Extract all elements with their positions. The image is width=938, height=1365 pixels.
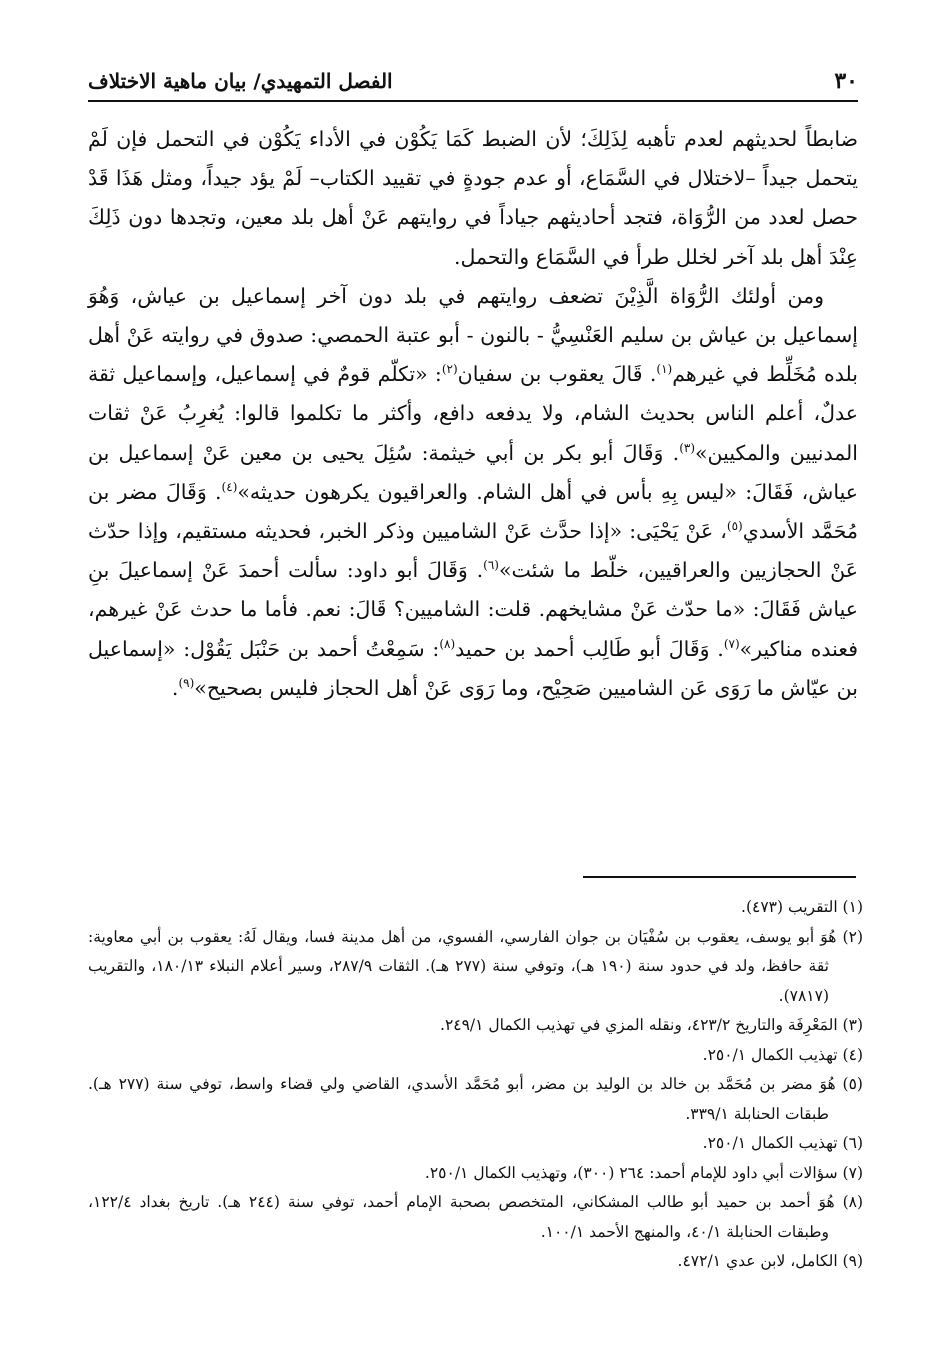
footnote-ref-9: (٩) bbox=[178, 676, 195, 691]
footnote-5: (٥) هُوَ مضر بن مُحَمَّد بن خالد بن الوليد بن مضر، أبو مُحَمَّد الأسدي، القاضي ولي قضاء واسط، توفي سنة (٢٧٧ هـ). طبقات الحنابلة ٣٣٩/١. bbox=[88, 1075, 863, 1123]
page-number: ٣٠ bbox=[834, 68, 858, 94]
text-segment: : سَمِعْتُ أحمد بن حَنْبَل يَقُوْل: «إسماعيل بن عيّاش ما رَوَى عَن الشاميين صَحِيْح، وما رَوَى عَنْ أهل الحجاز فليس بصحيح» bbox=[88, 636, 858, 700]
footnote-7: (٧) سؤالات أبي داود للإمام أحمد: ٢٦٤ (٣٠٠)، وتهذيب الكمال ٢٥٠/١. bbox=[424, 1163, 863, 1182]
running-title: الفصل التمهيدي/ بيان ماهية الاختلاف bbox=[88, 69, 393, 93]
footnote-ref-8: (٨) bbox=[439, 636, 456, 651]
page-header bbox=[88, 66, 858, 102]
footnote-6: (٦) تهذيب الكمال ٢٥٠/١. bbox=[702, 1134, 863, 1152]
footnote-ref-3: (٣) bbox=[679, 440, 696, 455]
text-segment: . bbox=[171, 675, 179, 700]
footnote-ref-5: (٥) bbox=[726, 519, 743, 534]
footnote-ref-6: (٦) bbox=[483, 558, 499, 573]
paragraph-1: ضابطاً لحديثهم لعدم تأهبه لِذَلِكَ؛ لأن الضبط كَمَا يَكُوْن في الأداء يَكُوْن في التحمل فإن لَمْ يتحمل جيداً –لاختلال في السَّمَاع، أو عدم جودةٍ في تقييد الكتاب– لَمْ يؤد جيداً، ومثل هَذَا قَدْ حصل لعدد من الرُّوَاة، فتجد أحاديثهم جياداً في روايتهم عَنْ أهل بلد معين، وتجدها دون ذَلِكَ عِنْدَ أهل بلد آخر لخلل طرأ في السَّمَاع والتحمل. bbox=[88, 127, 858, 269]
text-segment: . وَقَالَ أبو بكر بن أبي خيثمة: سُئِلَ يحيى بن معين عَنْ إسماعيل بن عياش، فَقَالَ: «ليس بِهِ بأس في أهل الشام. والعراقيون يكرهون حديثه» bbox=[88, 440, 858, 504]
text-segment: . وَقَالَ مضر بن مُحَمَّد الأسدي bbox=[88, 479, 858, 544]
footnote-9: (٩) الكامل، لابن عدي ٤٧٢/١. bbox=[677, 1252, 863, 1270]
footnote-ref-7: (٧) bbox=[723, 636, 740, 651]
main-text bbox=[88, 120, 858, 708]
text-segment: . قَالَ يعقوب بن سفيان bbox=[457, 362, 657, 387]
footnotes bbox=[88, 893, 863, 1277]
text-segment: ، عَنْ يَحْيَى: «إذا حدَّث عَنْ الشاميين وذكر الخبر، فحديثه مستقيم، وإذا حدّث عَنْ الحجازيين والعراقيين، خلّط ما شئت» bbox=[88, 519, 859, 583]
paragraph-2 bbox=[88, 277, 858, 708]
text-segment: . وَقَالَ أبو داود: سألت أحمدَ عَنْ إسماعيلَ بنِ عياش فَقَالَ: «ما حدّث عَنْ مشايخهم. قلت: الشاميين؟ قَالَ: نعم. فأما ما حدث عَنْ غيرهم، فعنده مناكير» bbox=[88, 558, 858, 661]
text-segment: : «تكلّم قومٌ في إسماعيل، وإسماعيل ثقة عدلٌ، أعلم الناس بحديث الشام، ولا يدفعه دافع، وأكثر ما تكلموا قالوا: يُغرِبُ عَنْ ثقات المدنيين والمكيين» bbox=[88, 362, 858, 465]
text-segment: . وَقَالَ أبو طَالِب أحمد بن حميد bbox=[455, 636, 724, 661]
footnote-separator bbox=[583, 876, 856, 878]
text-segment: ومن أولئك الرُّوَاة الَّذِيْنَ تضعف روايتهم في بلد دون آخر إسماعيل بن عياش، وَهُوَ إسماعيل بن عياش بن سليم العَنْسِيُّ - بالنون - أبو عتبة الحمصي: صدوق في روايته عَنْ أهل بلده مُخَلِّط في غيرهم bbox=[88, 283, 858, 387]
footnote-ref-2: (٢) bbox=[441, 362, 458, 377]
footnote-ref-1: (١) bbox=[656, 362, 673, 377]
footnote-3: (٣) المَعْرِفَة والتاريخ ٤٢٣/٢، ونقله المزي في تهذيب الكمال ٢٤٩/١. bbox=[440, 1016, 863, 1034]
footnote-1: (١) التقريب (٤٧٣). bbox=[741, 898, 863, 916]
footnote-ref-4: (٤) bbox=[221, 480, 238, 494]
footnote-8: (٨) هُوَ أحمد بن حميد أبو طالب المشكاني، المتخصص بصحبة الإمام أحمد، توفي سنة (٢٤٤ هـ). تاريخ بغداد ١٢٢/٤، وطبقات الحنابلة ٤٠/١، والمنهج الأحمد ١٠٠/١. bbox=[88, 1193, 864, 1241]
footnote-2: (٢) هُوَ أبو يوسف، يعقوب بن سُفْيَان بن جوان الفارسي، الفسوي، من أهل مدينة فسا، ويقال لَهُ: يعقوب بن أبي معاوية: ثقة حافظ، ولد في حدود سنة (١٩٠ هـ)، وتوفي سنة (٢٧٧ هـ). الثقات ٢٨٧/٩، وسير أعلام النبلاء ١٨٠/١٣، والتقريب (٧٨١٧). bbox=[88, 927, 863, 1005]
footnote-4: (٤) تهذيب الكمال ٢٥٠/١. bbox=[702, 1045, 863, 1064]
